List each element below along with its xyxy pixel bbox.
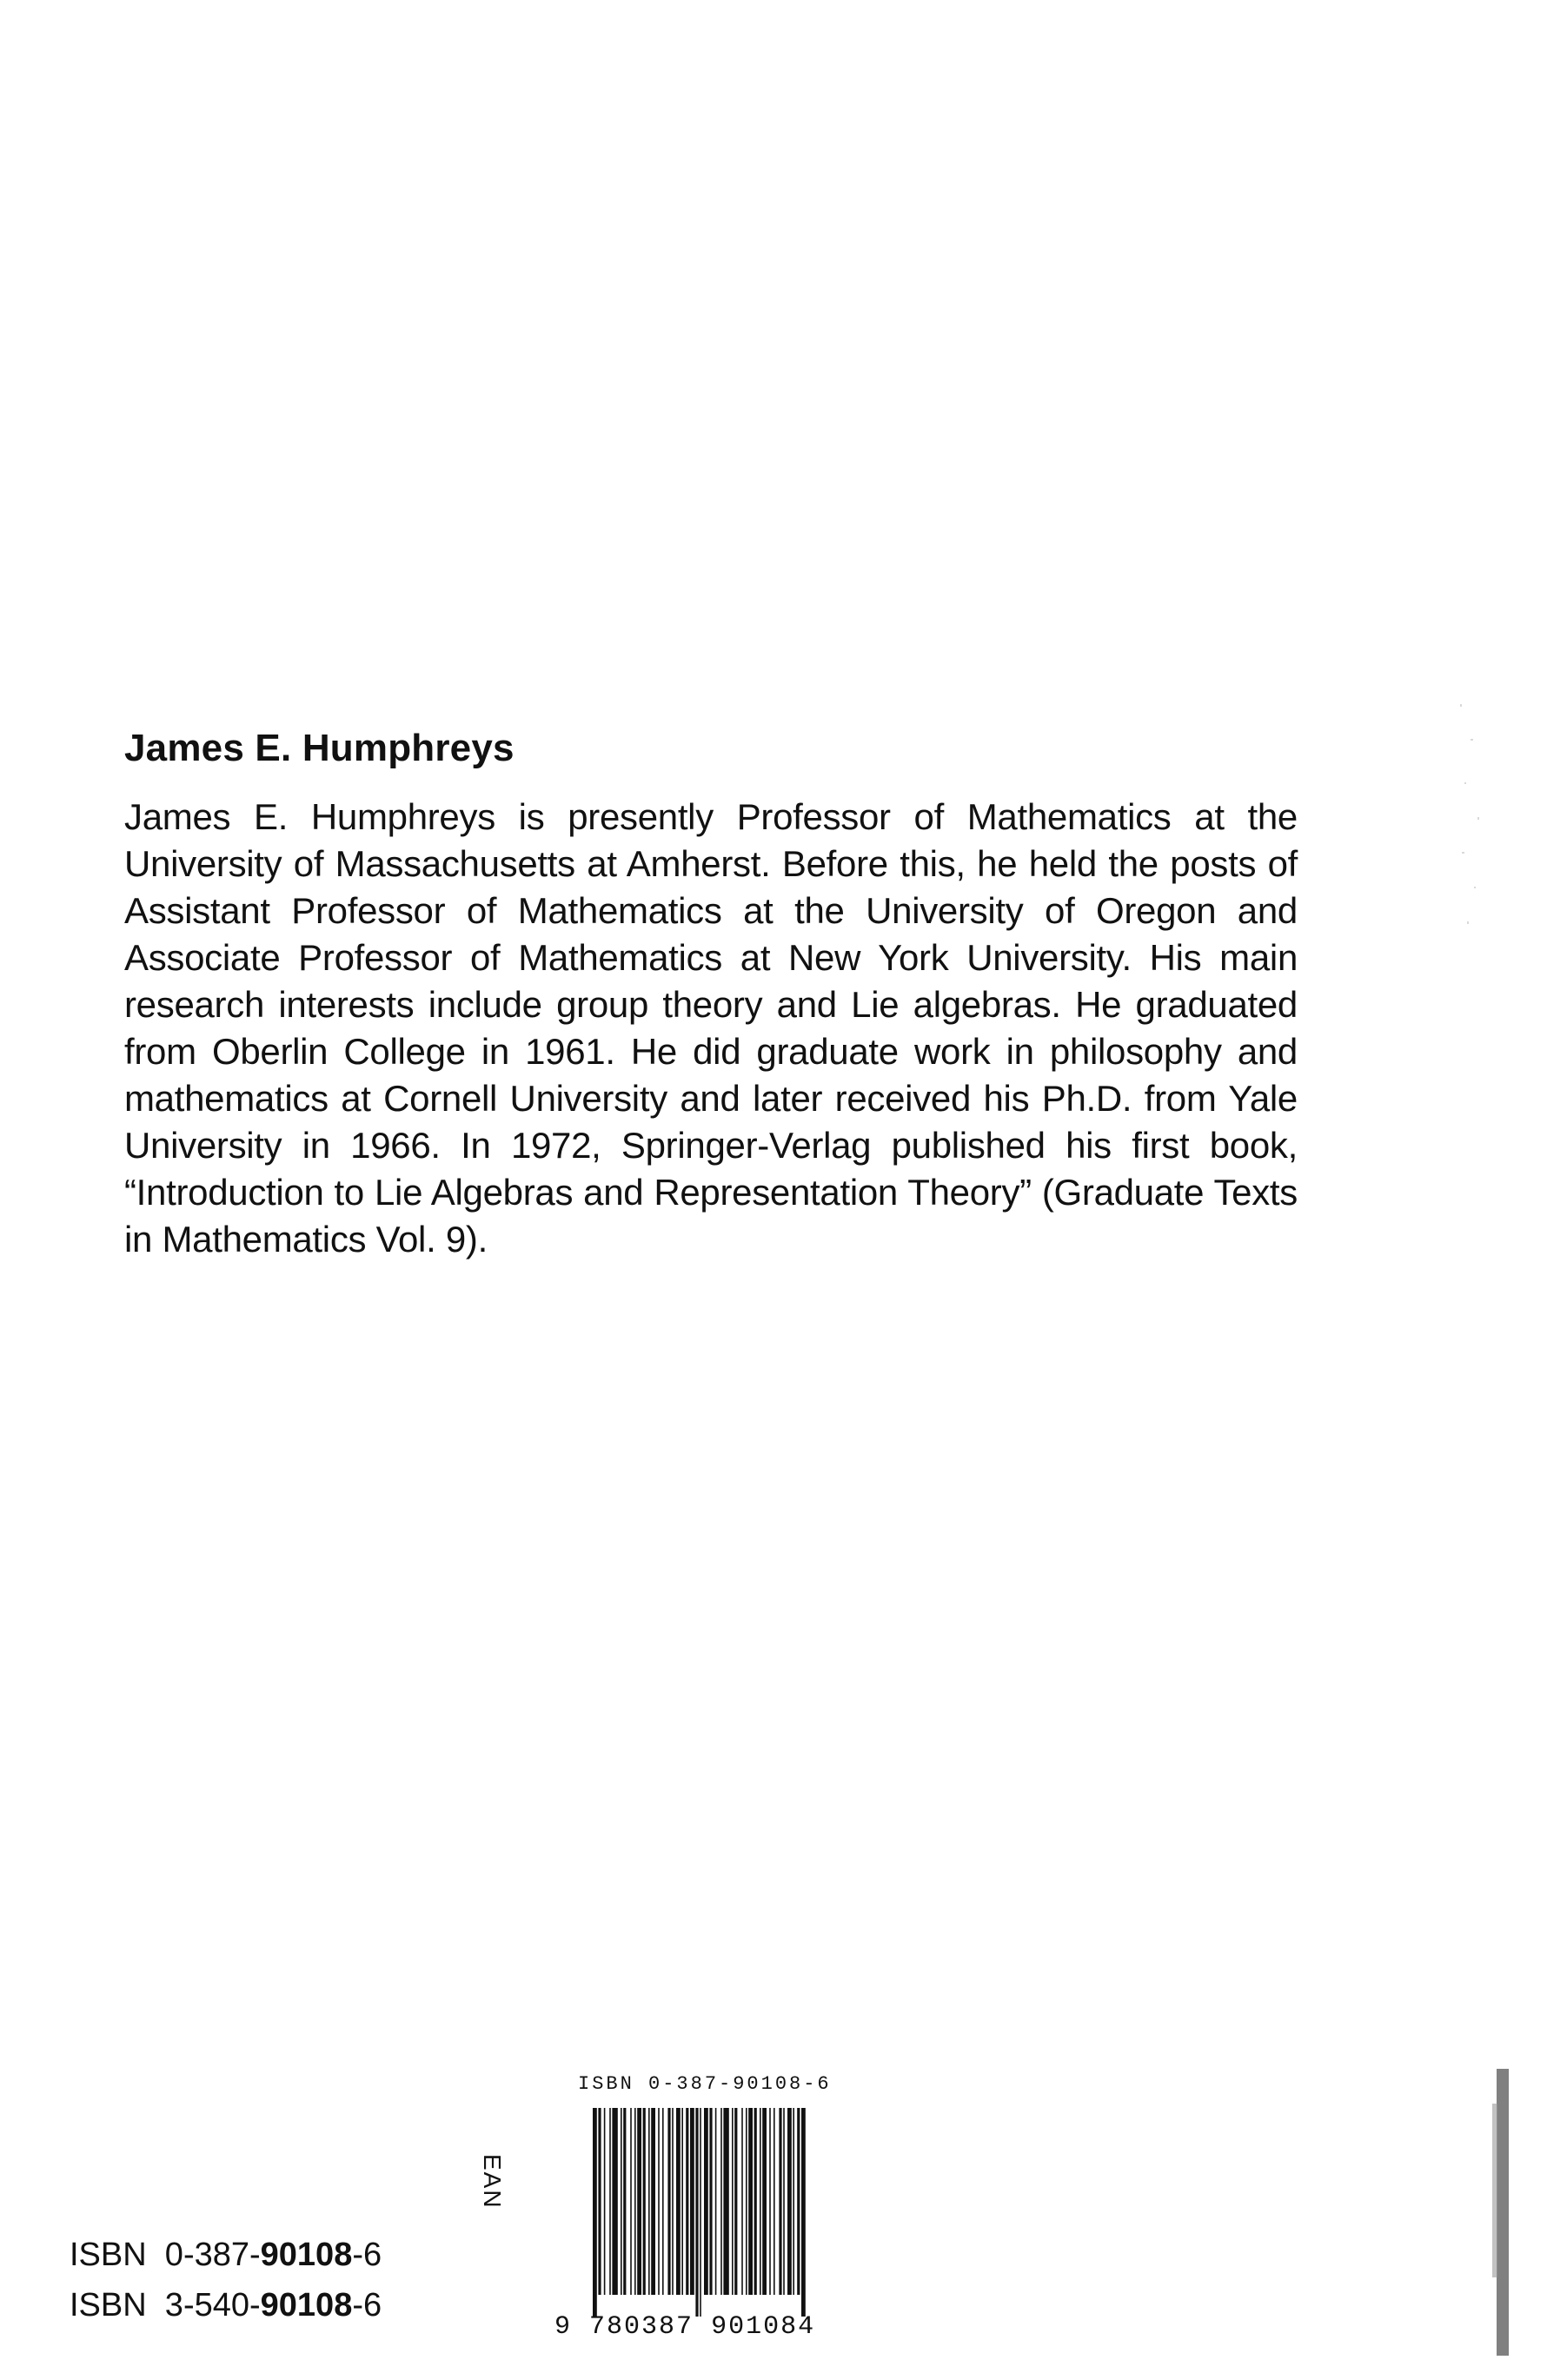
scan-edge-bar	[1488, 2069, 1523, 2356]
barcode-bar	[690, 2108, 694, 2295]
barcode-bar	[686, 2108, 688, 2295]
barcode-bar	[801, 2108, 806, 2317]
barcode-bar	[762, 2108, 767, 2295]
scan-edge-noise	[1451, 687, 1504, 947]
barcode-bar	[774, 2108, 775, 2295]
barcode-bar	[604, 2108, 606, 2295]
barcode-bar	[681, 2108, 683, 2295]
barcode-bar	[658, 2108, 660, 2295]
barcode-bar	[746, 2108, 747, 2295]
barcode-bar	[612, 2108, 617, 2295]
barcode-bar	[609, 2108, 611, 2295]
ean-digit-first: 9	[554, 2312, 573, 2342]
barcode-bar	[630, 2108, 632, 2295]
barcode-bar	[732, 2108, 734, 2295]
isbn-line-1: ISBN 0-387-90108-6	[70, 2237, 382, 2273]
barcode-bar	[787, 2108, 792, 2295]
barcode-bar	[754, 2108, 757, 2295]
barcode-bar	[634, 2108, 636, 2295]
barcode-block	[479, 2073, 869, 2369]
barcode-bar	[741, 2108, 743, 2295]
barcode-bar	[797, 2108, 800, 2295]
ean-digits-right: 901084	[711, 2312, 816, 2342]
barcode-bar	[760, 2108, 761, 2295]
ean-label: EAN	[479, 2154, 506, 2210]
barcode-bar	[715, 2108, 717, 2295]
barcode-bar	[676, 2108, 681, 2295]
author-heading: James E. Humphreys	[124, 727, 515, 769]
barcode-bar	[637, 2108, 641, 2295]
ean-digits-left: 780387	[589, 2312, 694, 2342]
barcode-bars	[591, 2108, 808, 2317]
barcode-bar	[734, 2108, 737, 2295]
barcode-bar	[623, 2108, 626, 2295]
barcode-bar	[598, 2108, 601, 2295]
barcode-bar	[793, 2108, 794, 2295]
barcode-bar	[709, 2108, 712, 2295]
barcode-bar	[783, 2108, 785, 2295]
barcode-bar	[667, 2108, 670, 2295]
barcode-isbn-label: ISBN 0-387-90108-6	[578, 2073, 832, 2095]
ean-digits	[554, 2312, 815, 2342]
barcode-bar	[695, 2108, 698, 2317]
barcode-bar	[621, 2108, 622, 2295]
barcode-bar	[643, 2108, 646, 2295]
barcode-bar	[704, 2108, 708, 2295]
barcode-bar	[769, 2108, 771, 2295]
barcode-bar	[748, 2108, 753, 2295]
author-biography: James E. Humphreys is presently Professor of Mathematics at the University of Massachusetts at Amherst. Before this, he held the posts of Assistant Professor of Mathematics at the University of Oregon and Associate Professor of Mathematics at New York University. His main research interests include group theory and Lie algebras. He graduated from Oberlin College in 1961. He did graduate work in philosophy and mathematics at Cornell University and later received his Ph.D. from Yale University in 1966. In 1972, Springer-Verlag published his first book, “Introduction to Lie Algebras and Representation Theory” (Graduate Texts in Mathematics Vol. 9).	[124, 796, 1298, 1260]
barcode-bar	[662, 2108, 664, 2295]
barcode-bar	[723, 2108, 728, 2295]
barcode-bar	[651, 2108, 655, 2295]
barcode-bar	[648, 2108, 650, 2295]
isbn-list	[70, 2230, 382, 2330]
barcode-bar	[700, 2108, 701, 2317]
barcode-bar	[672, 2108, 674, 2295]
barcode-bar	[720, 2108, 722, 2295]
barcode-bar	[779, 2108, 781, 2295]
barcode-bar	[593, 2108, 597, 2317]
isbn-line-2: ISBN 3-540-90108-6	[70, 2287, 382, 2323]
